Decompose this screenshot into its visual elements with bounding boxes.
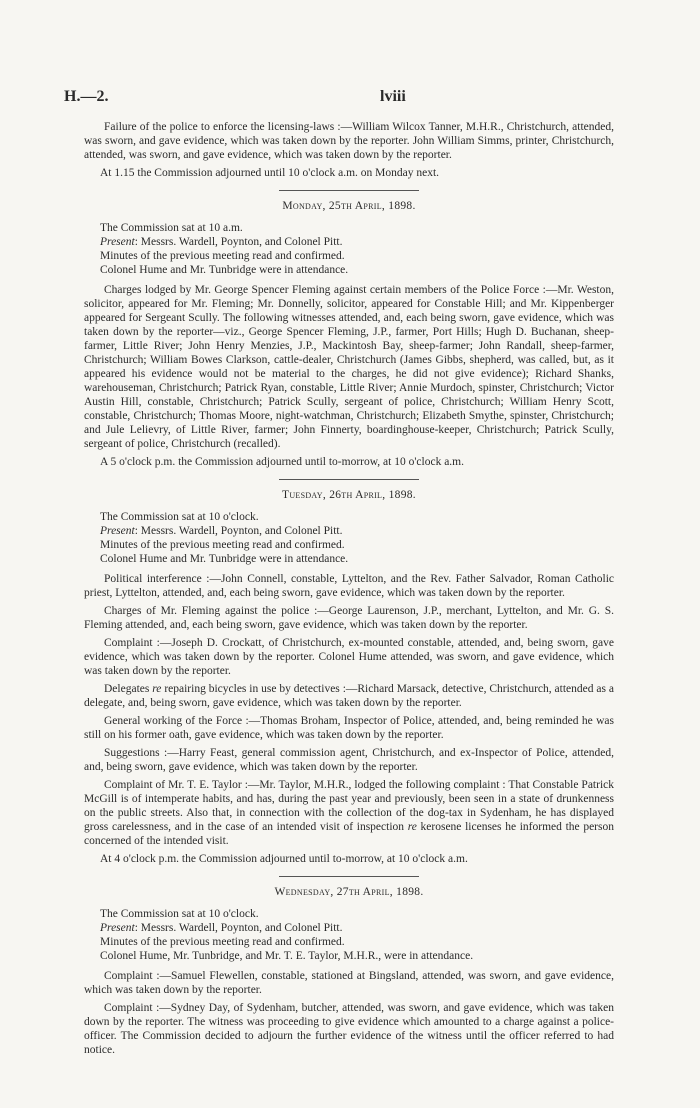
paragraph-working: General working of the Force :—Thomas Broham, Inspector of Police, attended, and, being reminded he was still on his former oath, gave evidence, which was taken down by the reporter. — [84, 715, 614, 741]
day-heading: Monday, 25th April, 1898. — [282, 200, 416, 212]
minutes-line: Minutes of the previous meeting read and confirmed. — [100, 936, 345, 948]
present-label: Present — [100, 922, 135, 934]
present-line — [84, 235, 614, 249]
paragraph-charges: Charges of Mr. Fleming against the police :—George Laurenson, J.P., merchant, Lyttelton, and Mr. G. S. Fleming attended, and, each being sworn, gave evidence, which was taken down by the reporter. — [84, 605, 614, 631]
present-members: : Messrs. Wardell, Poynton, and Colonel Pitt. — [134, 525, 343, 537]
section-wednesday — [84, 885, 614, 1057]
paragraph-complaint-day: Complaint :—Sydney Day, of Sydenham, butcher, attended, was sworn, and gave evidence, which was taken down by the reporter. The witness was proceeding to give evidence which amounted to a charge against a police-officer. The Commission decided to adjourn the further evidence of the witness until the officer referred to had notice. — [84, 1002, 614, 1056]
text-segment: kerosene licenses he informed the person concerned of the intended visit. — [84, 821, 614, 847]
sat-line: The Commission sat at 10 a.m. — [100, 222, 243, 234]
attendance-line: Colonel Hume and Mr. Tunbridge were in attendance. — [100, 553, 349, 565]
day-heading: Tuesday, 26th April, 1898. — [282, 489, 416, 501]
attendance-line: Colonel Hume and Mr. Tunbridge were in attendance. — [100, 264, 349, 276]
paragraph-adjourn-intro: At 1.15 the Commission adjourned until 10 o'clock a.m. on Monday next. — [100, 167, 440, 179]
present-line — [84, 921, 614, 935]
paragraph-complaint-flewellen: Complaint :—Samuel Flewellen, constable, stationed at Bingsland, attended, was sworn, and gave evidence, which was taken down by the reporter. — [84, 970, 614, 996]
present-label: Present — [100, 525, 135, 537]
text-segment: Delegates — [104, 683, 153, 695]
text-segment: repairing bicycles in use by detectives :—Richard Marsack, detective, Christchurch, attended as a delegate, and, being sworn, gave evidence, which was taken down by the reporter. — [84, 683, 614, 709]
sat-line: The Commission sat at 10 o'clock. — [100, 511, 259, 523]
attendance-line: Colonel Hume, Mr. Tunbridge, and Mr. T. E. Taylor, M.H.R., were in attendance. — [100, 950, 474, 962]
paragraph-suggestions: Suggestions :—Harry Feast, general commission agent, Christchurch, and ex-Inspector of Police, attended, and, being sworn, gave evidence, which was taken down by the reporter. — [84, 747, 614, 773]
paragraph-complaint: Complaint :—Joseph D. Crockatt, of Christchurch, ex-mounted constable, attended, and, being sworn, gave evidence, which was taken down by the reporter. Colonel Hume attended, was sworn, and gave evidence, which was taken down by the reporter. — [84, 637, 614, 677]
present-label: Present — [100, 236, 135, 248]
text-segment: Complaint of Mr. T. E. Taylor :—Mr. Taylor, M.H.R., lodged the following complaint : That Constable Patrick McGill is of intemperate habits, and has, during the past year and previously, been seen in a state of drunkenness on the public streets. Also that, in connection with the collection of the dog-tax in Sydenham, he has displayed gross carelessness, and in the case of an intended visit of inspection — [84, 779, 614, 833]
text-segment-italic: re — [152, 683, 162, 695]
paragraph-political: Political interference :—John Connell, constable, Lyttelton, and the Rev. Father Salvador, Roman Catholic priest, Lyttelton, attended, and, each being sworn, gave evidence, which was taken down by the reporter. — [84, 573, 614, 599]
section-divider — [279, 479, 419, 480]
page-header — [64, 88, 636, 110]
section-monday — [84, 199, 614, 469]
text-segment-italic: re — [407, 821, 417, 833]
page-number: lviii — [380, 88, 406, 105]
section-divider — [279, 190, 419, 191]
minutes-line: Minutes of the previous meeting read and confirmed. — [100, 250, 345, 262]
present-members: : Messrs. Wardell, Poynton, and Colonel Pitt. — [134, 236, 343, 248]
present-members: : Messrs. Wardell, Poynton, and Colonel Pitt. — [134, 922, 343, 934]
paragraph-delegates — [84, 682, 614, 710]
paragraph-taylor — [84, 778, 614, 848]
paragraph-adjourn: A 5 o'clock p.m. the Commission adjourned until to-morrow, at 10 o'clock a.m. — [100, 456, 464, 468]
paper-reference: H.—2. — [64, 88, 109, 105]
minutes-line: Minutes of the previous meeting read and confirmed. — [100, 539, 345, 551]
paragraph-adjourn: At 4 o'clock p.m. the Commission adjourned until to-morrow, at 10 o'clock a.m. — [100, 853, 468, 865]
section-tuesday — [84, 488, 614, 866]
section-divider — [279, 876, 419, 877]
present-line — [84, 524, 614, 538]
document-body — [84, 120, 614, 1061]
paragraph-charges: Charges lodged by Mr. George Spencer Fleming against certain members of the Police Force :—Mr. Weston, solicitor, appeared for Mr. Fleming; Mr. Donnelly, solicitor, appeared for Constable Hill; and Mr. Kippenberger appeared for Sergeant Scully. The following witnesses attended, and, each being sworn, gave evidence, which was taken down by the reporter—viz., George Spencer Fleming, J.P., farmer, Port Hills; Hugh D. Buchanan, sheep-farmer, Little River; John Henry Menzies, J.P., Mackintosh Bay, sheep-farmer; John Randall, sheep-farmer, Christchurch; William Bowes Clarkson, cattle-dealer, Christchurch (James Gibbs, shepherd, was called, but, as it appeared his evidence would not be material to the charges, he did not give evidence); Richard Shanks, warehouseman, Christchurch; Patrick Ryan, constable, Little River; Annie Murdoch, spinster, Christchurch; Victor Austin Hill, constable, Christchurch; Patrick Scully, sergeant of police, Christchurch; William Henry Scott, constable, Christchurch; Thomas Moore, night-watchman, Christchurch; Elizabeth Smythe, spinster, Christchurch; and Jule Lelievry, of Little River, farmer; John Finnerty, boardinghouse-keeper, Christchurch; Patrick Scully, sergeant of police, Christchurch (recalled). — [84, 284, 614, 450]
paragraph-failure: Failure of the police to enforce the licensing-laws :—William Wilcox Tanner, M.H.R., Christchurch, attended, was sworn, and gave evidence, which was taken down by the reporter. John William Simms, printer, Christchurch, attended, was sworn, and gave evidence, which was taken down by the reporter. — [84, 121, 614, 161]
day-heading: Wednesday, 27th April, 1898. — [274, 886, 424, 898]
sat-line: The Commission sat at 10 o'clock. — [100, 908, 259, 920]
